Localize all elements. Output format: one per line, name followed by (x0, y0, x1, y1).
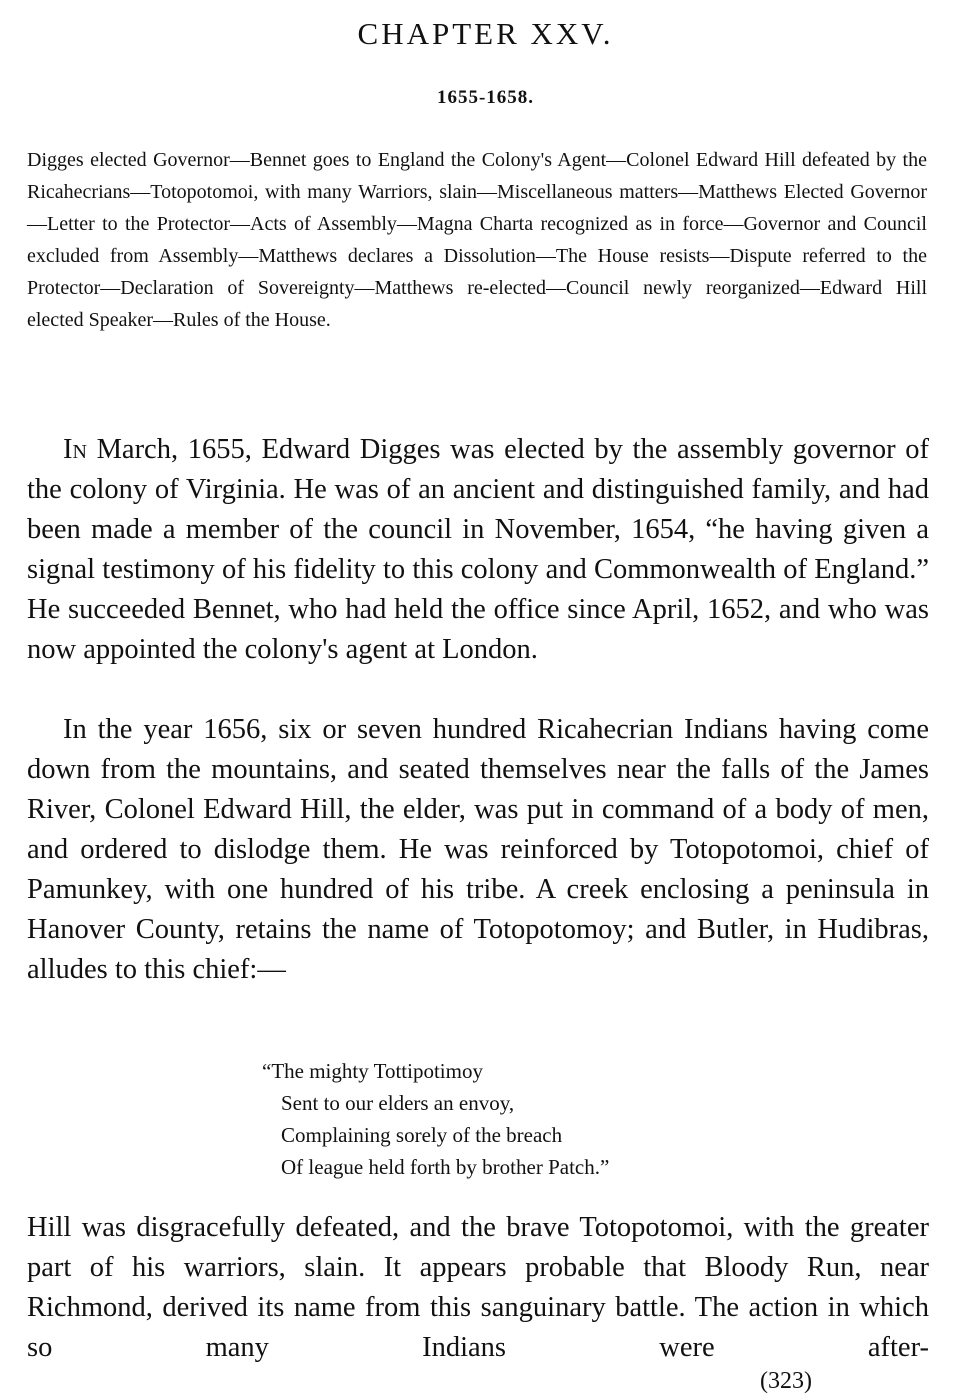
paragraph-1-lead: In (63, 434, 87, 465)
verse-line: Of league held forth by brother Patch.” (281, 1155, 610, 1179)
verse-line: “The mighty Tottipotimoy (262, 1059, 483, 1083)
paragraph-2: In the year 1656, six or seven hundred Ricahecrian Indians having come down from the mountains, and seated themselves near the falls of the James River, Colonel Edward Hill, the elder, was put in command of a body of men, and ordered to dislodge them. He was reinforced by Totopotomoi, chief of Pamunkey, with one hundred of his tribe. A creek enclosing a peninsula in Hanover County, retains the name of Totopotomoy; and Butler, in Hudibras, alludes to this chief:— (27, 714, 929, 985)
chapter-dates: 1655-1658. (436, 87, 535, 108)
verse-quotation (262, 1055, 822, 1183)
paragraph-1-text: March, 1655, Edward Digges was elected by the assembly governor of the colony of Virginia. He was of an ancient and distinguished family, and had been made a member of the council in November, 1654, “he having given a signal testimony of his fidelity to this colony and Commonwealth of England.” He succeeded Bennet, who had held the office since April, 1652, and who was now appointed the colony's agent at London. (27, 434, 929, 665)
paragraph-1 (27, 430, 929, 670)
chapter-summary: Digges elected Governor—Bennet goes to England the Colony's Agent—Colonel Edward Hill defeated by the Ricahecrians—Totopotomoi, with many Warriors, slain—Miscellaneous matters—Matthews Elected Governor—Letter to the Protector—Acts of Assembly—Magna Charta recognized as in force—Governor and Council excluded from Assembly—Matthews declares a Dissolution—The House resists—Dispute referred to the Protector—Declaration of Sovereignty—Matthews re-elected—Council newly reorganized—Edward Hill elected Speaker—Rules of the House. (27, 149, 927, 331)
chapter-title: CHAPTER XXV. (357, 16, 614, 51)
page-number: (323) (760, 1368, 812, 1394)
verse-line: Complaining sorely of the breach (281, 1123, 563, 1147)
verse-line: Sent to our elders an envoy, (281, 1091, 515, 1115)
paragraph-3: Hill was disgracefully defeated, and the brave Totopotomoi, with the greater part of his warriors, slain. It appears probable that Bloody Run, near Richmond, derived its name from this sanguinary battle. The action in which so many Indians were after- (27, 1212, 929, 1363)
